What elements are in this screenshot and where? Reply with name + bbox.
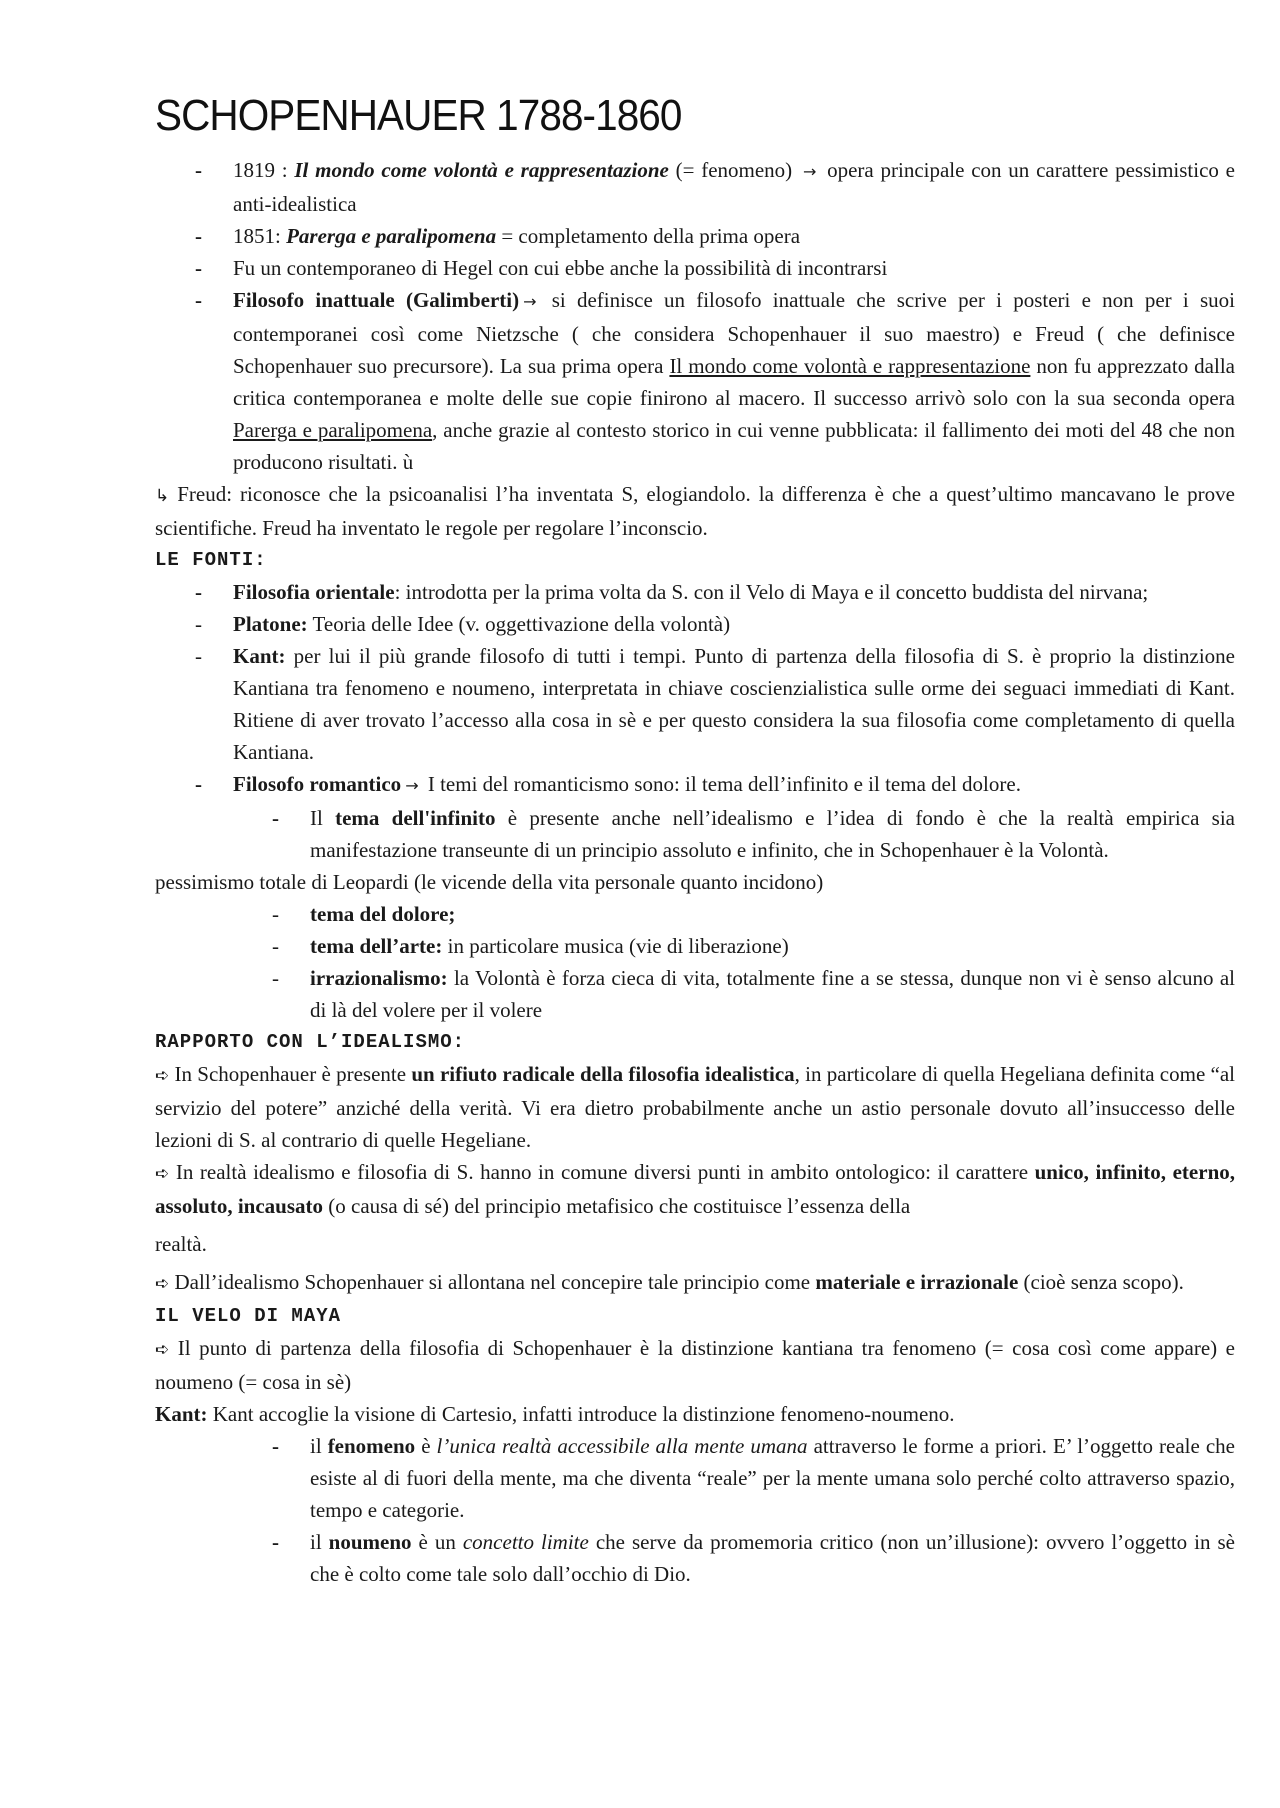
item-text: la Volontà è forza cieca di vita, totalmente fine a se stessa, dunque non vi è senso alcuno al di là del volere per il volere — [310, 966, 1235, 1022]
arrow-right-icon: → — [802, 162, 817, 181]
item-text: è — [415, 1434, 437, 1458]
bullet-dash: - — [195, 644, 202, 668]
list-item — [155, 640, 1235, 768]
freud-note — [155, 478, 1235, 544]
bullet-dash: - — [195, 256, 202, 280]
bullet-dash: - — [272, 806, 279, 830]
paragraph — [155, 1058, 1235, 1156]
paragraph-bold: Kant: — [155, 1402, 208, 1426]
item-text: attraverso le forme a priori. E’ l’oggetto reale che esiste al di fuori della mente, ma che diventa “reale” per la mente umana solo perché colto attraverso spazio, tempo e categorie. — [310, 1434, 1235, 1522]
list-item — [155, 220, 1235, 252]
list-item — [155, 154, 1235, 220]
underlined-title: Il mondo come volontà e rappresentazione — [669, 354, 1031, 378]
item-text: opera principale con un carattere pessimistico e anti-idealistica — [233, 158, 1235, 216]
item-text: per lui il più grande filosofo di tutti i tempi. Punto di partenza della filosofia di S. è proprio la distinzione Kantiana tra fenomeno e noumeno, interpretata in chiave coscienzialistica sulle orme dei seguaci immediati di Kant. Ritiene di aver trovato l’accesso alla cosa in sè e per questo considera la sua filosofia come completamento di quella Kantiana. — [233, 644, 1235, 764]
section-heading-idealismo: RAPPORTO CON L’IDEALISMO: — [155, 1031, 466, 1053]
arrow-right-icon: → — [523, 292, 537, 311]
paragraph-text: (cioè senza scopo). — [1018, 1270, 1184, 1294]
item-bold: noumeno — [328, 1530, 412, 1554]
return-arrow-icon: ↳ — [155, 486, 170, 506]
item-bold: Platone: — [233, 612, 308, 636]
sub-list-item — [155, 962, 1235, 1026]
item-text: = completamento della prima opera — [496, 224, 801, 248]
item-text: I temi del romanticismo sono: il tema dell’infinito e il tema del dolore. — [422, 772, 1021, 796]
paragraph-text: Kant accoglie la visione di Cartesio, infatti introduce la distinzione fenomeno-noumeno. — [207, 1402, 955, 1426]
bullet-dash: - — [195, 288, 202, 312]
section-heading-maya: IL VELO DI MAYA — [155, 1305, 342, 1327]
sub-list-item — [155, 930, 1235, 962]
underlined-title: Parerga e paralipomena — [233, 418, 433, 442]
document-page — [155, 80, 1235, 1590]
list-item — [155, 284, 1235, 478]
bullet-dash: - — [195, 158, 202, 182]
item-text: è un — [411, 1530, 463, 1554]
section-heading-fonti: LE FONTI: — [155, 549, 267, 571]
list-item — [155, 608, 1235, 640]
sub-list-item — [155, 802, 1235, 866]
item-bold: Filosofia orientale — [233, 580, 395, 604]
paragraph-text: , in particolare di quella Hegeliana definita come “al servizio del potere” anziché della verità. Vi era dietro probabilmente anche un astio personale dovuto all’insuccesso delle lezioni di S. al contrario di quelle Hegeliane. — [155, 1062, 1236, 1152]
bullet-dash: - — [195, 772, 202, 796]
bullet-dash: - — [195, 224, 202, 248]
item-text: che serve da promemoria critico (non un’illusione): ovvero l’oggetto in sè che è colto come tale solo dall’occhio di Dio. — [310, 1530, 1235, 1586]
item-text: , anche grazie al contesto storico in cui venne pubblicata: il fallimento dei moti del 48 che non producono risultati. ù — [233, 418, 1235, 474]
paragraph-text: In Schopenhauer è presente — [169, 1062, 412, 1086]
arrow-right-icon: → — [405, 776, 419, 795]
paragraph — [155, 1266, 1235, 1300]
item-text: non fu apprezzato dalla critica contemporanea e molte delle sue copie finirono al macero. Il successo arrivò solo con la sua seconda opera — [233, 354, 1235, 410]
leopardi-note: pessimismo totale di Leopardi (le vicende della vita personale quanto incidono) — [155, 870, 824, 894]
paragraph — [155, 1156, 1235, 1222]
paragraph-text: Dall’idealismo Schopenhauer si allontana nel concepire tale principio come — [169, 1270, 816, 1294]
item-text: si definisce un filosofo inattuale che scrive per i posteri e non per i suoi contemporanei così come Nietzsche ( che considera Schopenhauer il suo maestro) e Freud ( che definisce Schopenhauer suo precursore). La sua prima opera — [233, 288, 1235, 378]
page-title: SCHOPENHAUER 1788-1860 — [155, 91, 682, 140]
item-text: 1851: — [233, 224, 287, 248]
item-text: Fu un contemporaneo di Hegel con cui ebbe anche la possibilità di incontrarsi — [233, 256, 888, 280]
item-bold: tema dell'infinito — [335, 806, 496, 830]
paragraph-text: Freud: riconosce che la psicoanalisi l’ha inventata S, elogiandolo. la differenza è che a quest’ultimo mancavano le prove scientifiche. Freud ha inventato le regole per regolare l’inconscio. — [155, 482, 1235, 540]
sub-list-item — [155, 1526, 1235, 1590]
item-bold: Filosofo inattuale (Galimberti) — [233, 288, 520, 312]
paragraph: realtà. — [155, 1232, 207, 1256]
outline-arrow-icon: ➪ — [155, 1066, 170, 1086]
paragraph — [155, 1398, 1235, 1430]
list-item — [155, 768, 1235, 802]
sub-list-item — [155, 1430, 1235, 1526]
item-text: in particolare musica (vie di liberazione) — [442, 934, 789, 958]
paragraph-bold: un rifiuto radicale della filosofia idealistica — [411, 1062, 795, 1086]
work-title: Parerga e paralipomena — [286, 224, 497, 248]
outline-arrow-icon: ➪ — [155, 1164, 170, 1184]
bullet-dash: - — [272, 966, 279, 990]
item-bold: irrazionalismo: — [310, 966, 448, 990]
item-text: il — [310, 1530, 329, 1554]
item-text: 1819 : — [233, 158, 295, 182]
bullet-dash: - — [272, 902, 279, 926]
item-bold: Filosofo romantico — [233, 772, 402, 796]
paragraph-bold: materiale e irrazionale — [815, 1270, 1019, 1294]
bullet-dash: - — [195, 580, 202, 604]
bullet-dash: - — [272, 934, 279, 958]
item-bold: tema dell’arte: — [310, 934, 443, 958]
item-text: (= fenomeno) — [668, 158, 799, 182]
bullet-dash: - — [272, 1530, 279, 1554]
item-text: è presente anche nell’idealismo e l’idea di fondo è che la realtà empirica sia manifestazione transeunte di un principio assoluto e infinito, che in Schopenhauer è la Volontà. — [310, 806, 1235, 862]
outline-arrow-icon: ➪ — [155, 1274, 170, 1294]
paragraph-text: (o causa di sé) del principio metafisico che costituisce l’essenza della — [323, 1194, 911, 1218]
item-italic: concetto limite — [462, 1530, 589, 1554]
item-text: : introdotta per la prima volta da S. con il Velo di Maya e il concetto buddista del nirvana; — [394, 580, 1149, 604]
item-bold: tema del dolore; — [310, 902, 456, 926]
work-title: Il mondo come volontà e rappresentazione — [294, 158, 669, 182]
bullet-dash: - — [272, 1434, 279, 1458]
sub-list-item — [155, 898, 1235, 930]
list-item — [155, 576, 1235, 608]
outline-arrow-icon: ➪ — [155, 1340, 170, 1360]
item-text: il — [310, 1434, 328, 1458]
item-bold: Kant: — [233, 644, 286, 668]
bullet-dash: - — [195, 612, 202, 636]
item-text: Il — [310, 806, 336, 830]
paragraph — [155, 1332, 1235, 1398]
paragraph-text: In realtà idealismo e filosofia di S. hanno in comune diversi punti in ambito ontologico: il carattere — [169, 1160, 1035, 1184]
paragraph-bold: unico, infinito, eterno, assoluto, incausato — [155, 1160, 1236, 1218]
paragraph-text: Il punto di partenza della filosofia di Schopenhauer è la distinzione kantiana tra fenomeno (= cosa così come appare) e noumeno (= cosa in sè) — [155, 1336, 1235, 1394]
item-text: Teoria delle Idee (v. oggettivazione della volontà) — [307, 612, 731, 636]
list-item — [155, 252, 1235, 284]
item-bold: fenomeno — [327, 1434, 416, 1458]
item-italic: l’unica realtà accessibile alla mente umana — [436, 1434, 808, 1458]
